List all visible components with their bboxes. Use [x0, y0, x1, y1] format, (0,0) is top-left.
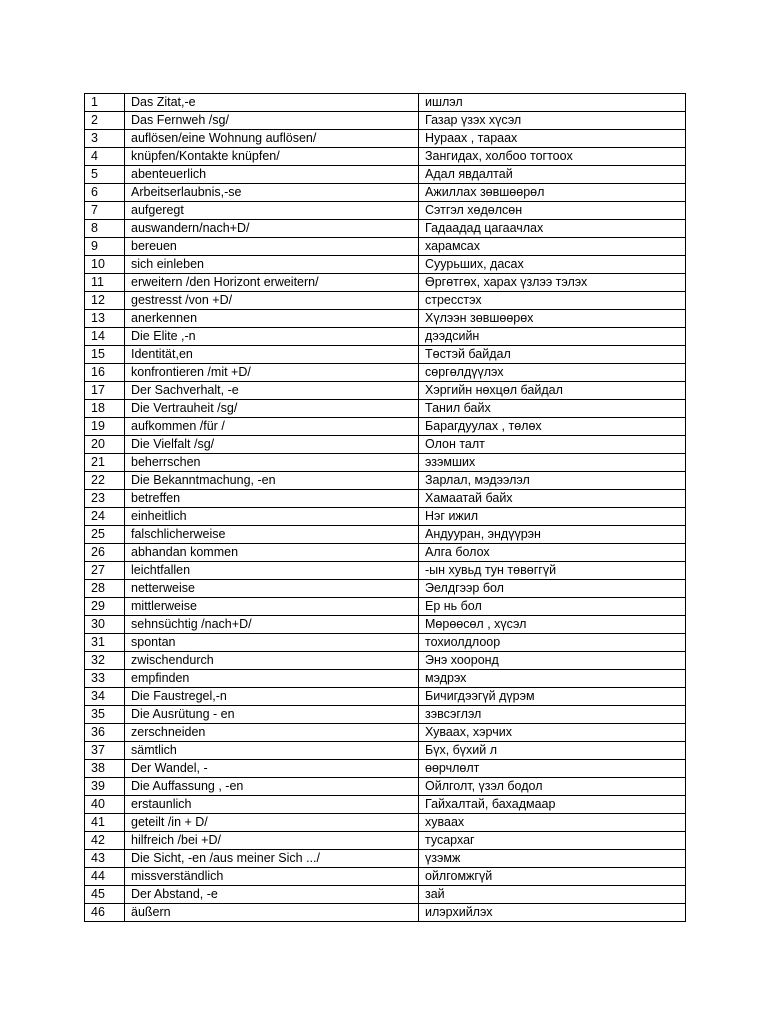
row-number-cell: 14	[85, 328, 125, 346]
mongolian-translation-cell: Өргөтгөх, харах үзлээ тэлэх	[419, 274, 686, 292]
german-term-cell: abenteuerlich	[125, 166, 419, 184]
german-term-cell: falschlicherweise	[125, 526, 419, 544]
table-row	[85, 400, 686, 418]
table-row	[85, 184, 686, 202]
mongolian-translation-cell: мэдрэх	[419, 670, 686, 688]
german-term-cell: Das Zitat,-e	[125, 94, 419, 112]
mongolian-translation-cell: хуваах	[419, 814, 686, 832]
table-row	[85, 508, 686, 526]
row-number-cell: 19	[85, 418, 125, 436]
german-term-cell: Die Sicht, -en /aus meiner Sich .../	[125, 850, 419, 868]
german-term-cell: spontan	[125, 634, 419, 652]
row-number-cell: 34	[85, 688, 125, 706]
table-row	[85, 328, 686, 346]
row-number-cell: 25	[85, 526, 125, 544]
table-row	[85, 526, 686, 544]
row-number-cell: 33	[85, 670, 125, 688]
table-row	[85, 472, 686, 490]
mongolian-translation-cell: Зангидах, холбоо тогтоох	[419, 148, 686, 166]
mongolian-translation-cell: Нэг ижил	[419, 508, 686, 526]
mongolian-translation-cell: Танил байх	[419, 400, 686, 418]
row-number-cell: 16	[85, 364, 125, 382]
mongolian-translation-cell: Энэ хооронд	[419, 652, 686, 670]
table-row	[85, 202, 686, 220]
german-term-cell: sämtlich	[125, 742, 419, 760]
german-term-cell: abhandan kommen	[125, 544, 419, 562]
mongolian-translation-cell: Бүх, бүхий л	[419, 742, 686, 760]
table-row	[85, 418, 686, 436]
mongolian-translation-cell: тохиолдлоор	[419, 634, 686, 652]
german-term-cell: zerschneiden	[125, 724, 419, 742]
german-term-cell: Identität,en	[125, 346, 419, 364]
vocabulary-table-body	[85, 94, 686, 922]
vocabulary-table	[84, 93, 686, 922]
table-row	[85, 904, 686, 922]
row-number-cell: 18	[85, 400, 125, 418]
german-term-cell: Der Sachverhalt, -e	[125, 382, 419, 400]
german-term-cell: aufkommen /für /	[125, 418, 419, 436]
german-term-cell: empfinden	[125, 670, 419, 688]
table-row	[85, 94, 686, 112]
row-number-cell: 42	[85, 832, 125, 850]
row-number-cell: 6	[85, 184, 125, 202]
mongolian-translation-cell: Эелдгээр бол	[419, 580, 686, 598]
mongolian-translation-cell: Нураах , тараах	[419, 130, 686, 148]
mongolian-translation-cell: илэрхийлэх	[419, 904, 686, 922]
mongolian-translation-cell: Сэтгэл хөдөлсөн	[419, 202, 686, 220]
german-term-cell: beherrschen	[125, 454, 419, 472]
german-term-cell: Die Vertrauheit /sg/	[125, 400, 419, 418]
table-row	[85, 274, 686, 292]
mongolian-translation-cell: зай	[419, 886, 686, 904]
mongolian-translation-cell: Хуваах, хэрчих	[419, 724, 686, 742]
german-term-cell: Der Abstand, -e	[125, 886, 419, 904]
table-row	[85, 796, 686, 814]
german-term-cell: Das Fernweh /sg/	[125, 112, 419, 130]
row-number-cell: 17	[85, 382, 125, 400]
row-number-cell: 35	[85, 706, 125, 724]
german-term-cell: geteilt /in + D/	[125, 814, 419, 832]
mongolian-translation-cell: Ойлголт, үзэл бодол	[419, 778, 686, 796]
table-row	[85, 760, 686, 778]
german-term-cell: auflösen/eine Wohnung auflösen/	[125, 130, 419, 148]
row-number-cell: 27	[85, 562, 125, 580]
table-row	[85, 652, 686, 670]
row-number-cell: 11	[85, 274, 125, 292]
german-term-cell: Die Auffassung , -en	[125, 778, 419, 796]
table-row	[85, 634, 686, 652]
row-number-cell: 46	[85, 904, 125, 922]
mongolian-translation-cell: Хамаатай байх	[419, 490, 686, 508]
mongolian-translation-cell: Ажиллах зөвшөөрөл	[419, 184, 686, 202]
row-number-cell: 29	[85, 598, 125, 616]
german-term-cell: sehnsüchtig /nach+D/	[125, 616, 419, 634]
row-number-cell: 9	[85, 238, 125, 256]
row-number-cell: 44	[85, 868, 125, 886]
mongolian-translation-cell: Барагдуулах , төлөх	[419, 418, 686, 436]
german-term-cell: bereuen	[125, 238, 419, 256]
german-term-cell: leichtfallen	[125, 562, 419, 580]
mongolian-translation-cell: Бичигдээгүй дүрэм	[419, 688, 686, 706]
table-row	[85, 166, 686, 184]
mongolian-translation-cell: өөрчлөлт	[419, 760, 686, 778]
row-number-cell: 32	[85, 652, 125, 670]
mongolian-translation-cell: Ер нь бол	[419, 598, 686, 616]
german-term-cell: äußern	[125, 904, 419, 922]
row-number-cell: 10	[85, 256, 125, 274]
table-row	[85, 256, 686, 274]
table-row	[85, 346, 686, 364]
table-row	[85, 814, 686, 832]
german-term-cell: zwischendurch	[125, 652, 419, 670]
table-row	[85, 292, 686, 310]
table-row	[85, 544, 686, 562]
row-number-cell: 37	[85, 742, 125, 760]
german-term-cell: auswandern/nach+D/	[125, 220, 419, 238]
table-row	[85, 706, 686, 724]
mongolian-translation-cell: Суурьших, дасах	[419, 256, 686, 274]
table-row	[85, 364, 686, 382]
german-term-cell: Arbeitserlaubnis,-se	[125, 184, 419, 202]
german-term-cell: missverständlich	[125, 868, 419, 886]
row-number-cell: 24	[85, 508, 125, 526]
german-term-cell: hilfreich /bei +D/	[125, 832, 419, 850]
mongolian-translation-cell: Хэргийн нөхцөл байдал	[419, 382, 686, 400]
table-row	[85, 850, 686, 868]
german-term-cell: sich einleben	[125, 256, 419, 274]
table-row	[85, 130, 686, 148]
row-number-cell: 1	[85, 94, 125, 112]
row-number-cell: 5	[85, 166, 125, 184]
row-number-cell: 3	[85, 130, 125, 148]
table-row	[85, 670, 686, 688]
table-row	[85, 148, 686, 166]
row-number-cell: 30	[85, 616, 125, 634]
row-number-cell: 31	[85, 634, 125, 652]
mongolian-translation-cell: дээдсийн	[419, 328, 686, 346]
table-row	[85, 688, 686, 706]
german-term-cell: netterweise	[125, 580, 419, 598]
table-row	[85, 616, 686, 634]
table-row	[85, 454, 686, 472]
table-row	[85, 436, 686, 454]
table-row	[85, 886, 686, 904]
german-term-cell: gestresst /von +D/	[125, 292, 419, 310]
row-number-cell: 26	[85, 544, 125, 562]
mongolian-translation-cell: -ын хувьд тун төвөггүй	[419, 562, 686, 580]
mongolian-translation-cell: Андууран, эндүүрэн	[419, 526, 686, 544]
table-row	[85, 490, 686, 508]
mongolian-translation-cell: Олон талт	[419, 436, 686, 454]
row-number-cell: 13	[85, 310, 125, 328]
mongolian-translation-cell: Мөрөөсөл , хүсэл	[419, 616, 686, 634]
table-row	[85, 778, 686, 796]
mongolian-translation-cell: Алга болох	[419, 544, 686, 562]
table-row	[85, 562, 686, 580]
german-term-cell: erweitern /den Horizont erweitern/	[125, 274, 419, 292]
mongolian-translation-cell: Адал явдалтай	[419, 166, 686, 184]
table-row	[85, 832, 686, 850]
row-number-cell: 23	[85, 490, 125, 508]
table-row	[85, 742, 686, 760]
row-number-cell: 39	[85, 778, 125, 796]
mongolian-translation-cell: Зарлал, мэдээлэл	[419, 472, 686, 490]
row-number-cell: 15	[85, 346, 125, 364]
table-row	[85, 598, 686, 616]
row-number-cell: 40	[85, 796, 125, 814]
mongolian-translation-cell: эзэмших	[419, 454, 686, 472]
row-number-cell: 7	[85, 202, 125, 220]
german-term-cell: konfrontieren /mit +D/	[125, 364, 419, 382]
german-term-cell: Die Faustregel,-n	[125, 688, 419, 706]
mongolian-translation-cell: Хүлээн зөвшөөрөх	[419, 310, 686, 328]
mongolian-translation-cell: сөргөлдүүлэх	[419, 364, 686, 382]
mongolian-translation-cell: Газар үзэх хүсэл	[419, 112, 686, 130]
german-term-cell: aufgeregt	[125, 202, 419, 220]
row-number-cell: 8	[85, 220, 125, 238]
table-row	[85, 382, 686, 400]
german-term-cell: Der Wandel, -	[125, 760, 419, 778]
table-row	[85, 220, 686, 238]
german-term-cell: betreffen	[125, 490, 419, 508]
mongolian-translation-cell: зэвсэглэл	[419, 706, 686, 724]
row-number-cell: 43	[85, 850, 125, 868]
mongolian-translation-cell: стресстэх	[419, 292, 686, 310]
german-term-cell: Die Bekanntmachung, -en	[125, 472, 419, 490]
german-term-cell: Die Ausrütung - en	[125, 706, 419, 724]
mongolian-translation-cell: үзэмж	[419, 850, 686, 868]
german-term-cell: Die Elite ,-n	[125, 328, 419, 346]
row-number-cell: 22	[85, 472, 125, 490]
mongolian-translation-cell: харамсах	[419, 238, 686, 256]
mongolian-translation-cell: тусархаг	[419, 832, 686, 850]
table-row	[85, 112, 686, 130]
table-row	[85, 310, 686, 328]
german-term-cell: Die Vielfalt /sg/	[125, 436, 419, 454]
german-term-cell: erstaunlich	[125, 796, 419, 814]
table-row	[85, 580, 686, 598]
german-term-cell: knüpfen/Kontakte knüpfen/	[125, 148, 419, 166]
row-number-cell: 41	[85, 814, 125, 832]
row-number-cell: 45	[85, 886, 125, 904]
row-number-cell: 12	[85, 292, 125, 310]
mongolian-translation-cell: ойлгомжгүй	[419, 868, 686, 886]
row-number-cell: 4	[85, 148, 125, 166]
row-number-cell: 38	[85, 760, 125, 778]
table-row	[85, 238, 686, 256]
mongolian-translation-cell: Гадаадад цагаачлах	[419, 220, 686, 238]
mongolian-translation-cell: Төстэй байдал	[419, 346, 686, 364]
row-number-cell: 20	[85, 436, 125, 454]
table-row	[85, 868, 686, 886]
german-term-cell: anerkennen	[125, 310, 419, 328]
row-number-cell: 2	[85, 112, 125, 130]
row-number-cell: 21	[85, 454, 125, 472]
table-row	[85, 724, 686, 742]
german-term-cell: einheitlich	[125, 508, 419, 526]
row-number-cell: 36	[85, 724, 125, 742]
mongolian-translation-cell: ишлэл	[419, 94, 686, 112]
german-term-cell: mittlerweise	[125, 598, 419, 616]
mongolian-translation-cell: Гайхалтай, бахадмаар	[419, 796, 686, 814]
row-number-cell: 28	[85, 580, 125, 598]
